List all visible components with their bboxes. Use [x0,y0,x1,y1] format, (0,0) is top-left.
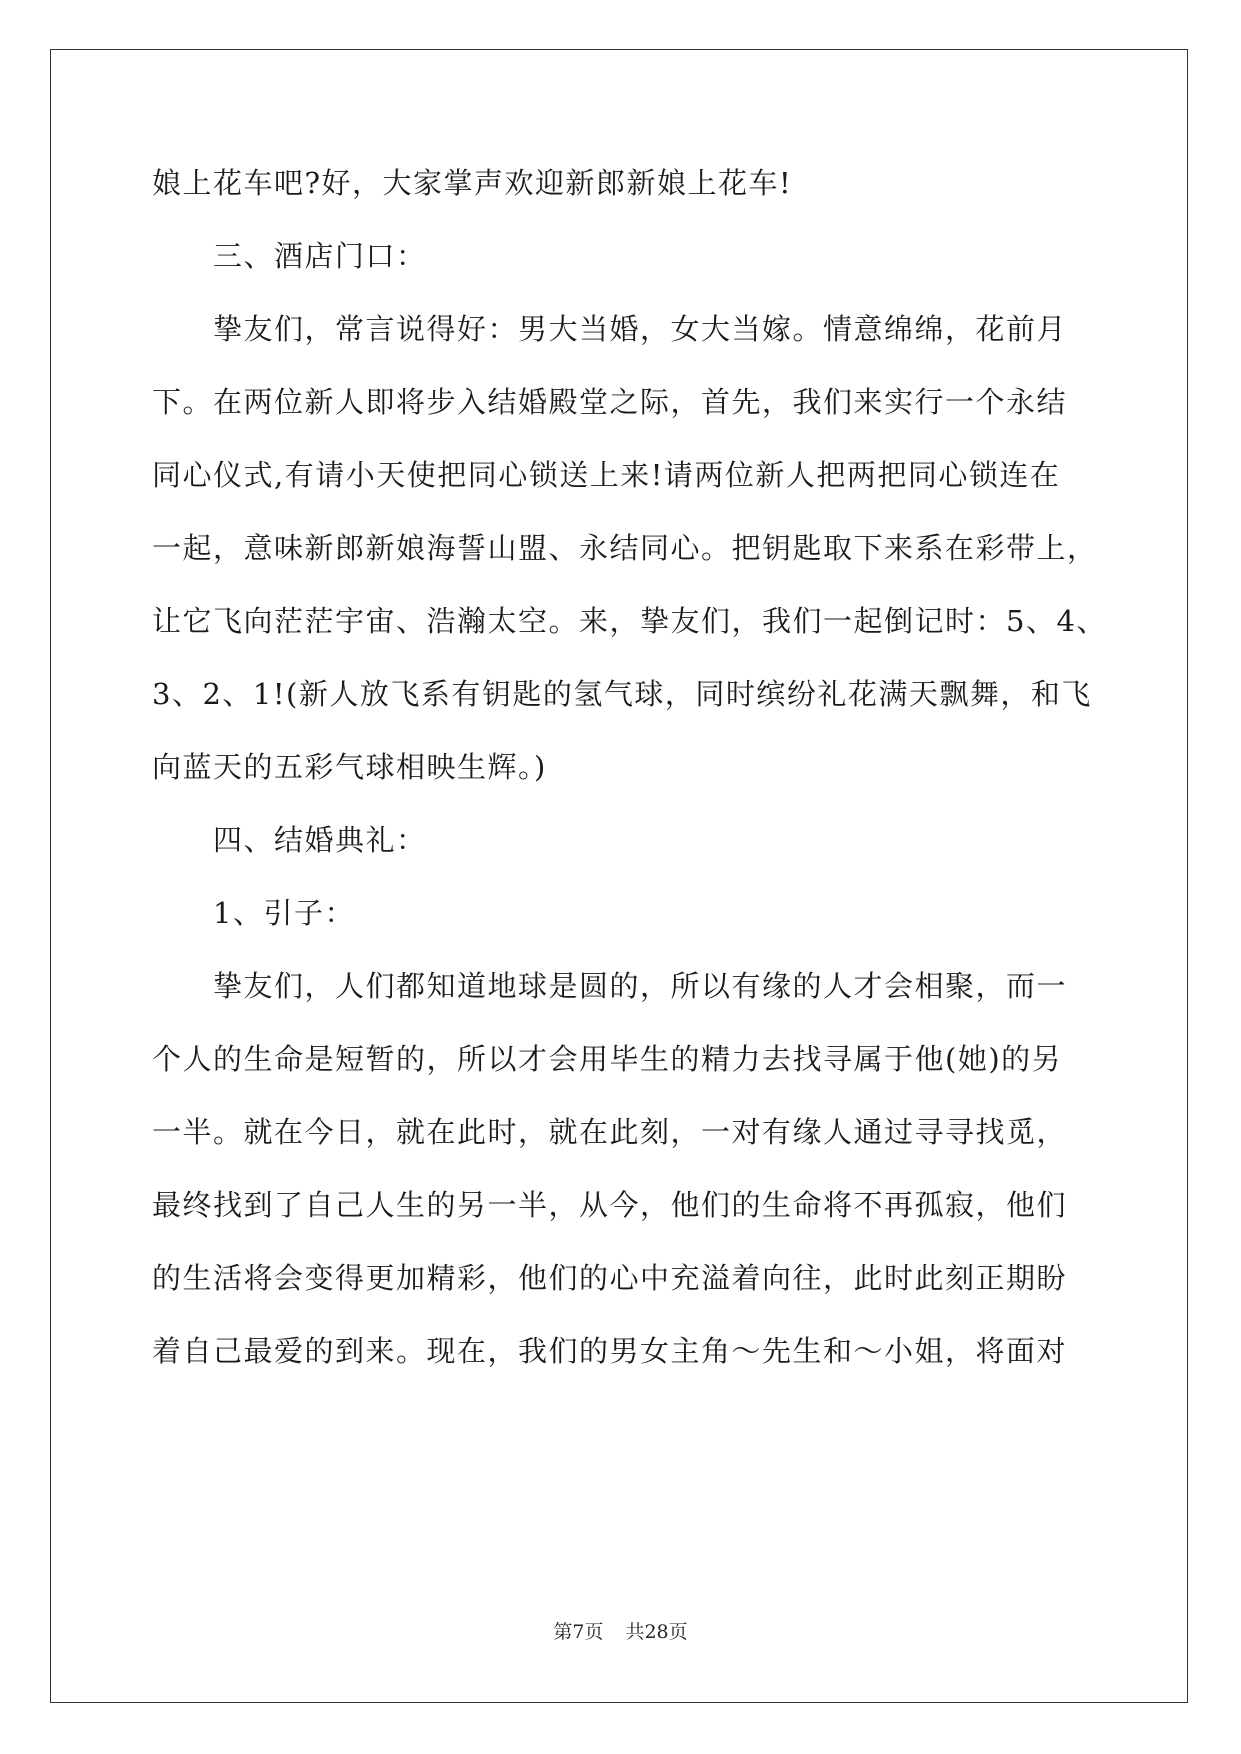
text-line: 的生活将会变得更加精彩，他们的心中充溢着向往，此时此刻正期盼 [152,1261,1068,1295]
text-line: 同心仪式,有请小天使把同心锁送上来!请两位新人把两把同心锁连在 [152,458,1061,492]
text-line: 让它飞向茫茫宇宙、浩瀚太空。来，挚友们，我们一起倒记时：5、4、 [152,604,1107,638]
text-line: 个人的生命是短暂的，所以才会用毕生的精力去找寻属于他(她)的另 [152,1042,1063,1076]
page-border [50,49,1188,1703]
subsection-heading: 1、引子： [213,896,355,930]
text-line: 3、2、1!(新人放飞系有钥匙的氢气球，同时缤纷礼花满天飘舞，和飞 [152,677,1092,711]
text-line: 向蓝天的五彩气球相映生辉。) [152,750,547,784]
text-line: 娘上花车吧?好，大家掌声欢迎新郎新娘上花车! [152,166,793,200]
text-line: 一起，意味新郎新娘海誓山盟、永结同心。把钥匙取下来系在彩带上， [152,531,1098,565]
text-line: 挚友们，人们都知道地球是圆的，所以有缘的人才会相聚，而一 [213,969,1068,1003]
text-line: 着自己最爱的到来。现在，我们的男女主角～先生和～小姐，将面对 [152,1334,1068,1368]
text-line: 挚友们，常言说得好：男大当婚，女大当嫁。情意绵绵，花前月 [213,312,1068,346]
section-heading: 三、酒店门口： [213,239,427,273]
page-total: 共28页 [625,1621,688,1643]
text-line: 最终找到了自己人生的另一半，从今，他们的生命将不再孤寂，他们 [152,1188,1068,1222]
page-footer [0,1617,1241,1644]
section-heading: 四、结婚典礼： [213,823,427,857]
text-line: 下。在两位新人即将步入结婚殿堂之际，首先，我们来实行一个永结 [152,385,1068,419]
page-number: 第7页 [553,1621,604,1643]
text-line: 一半。就在今日，就在此时，就在此刻，一对有缘人通过寻寻找觅， [152,1115,1068,1149]
